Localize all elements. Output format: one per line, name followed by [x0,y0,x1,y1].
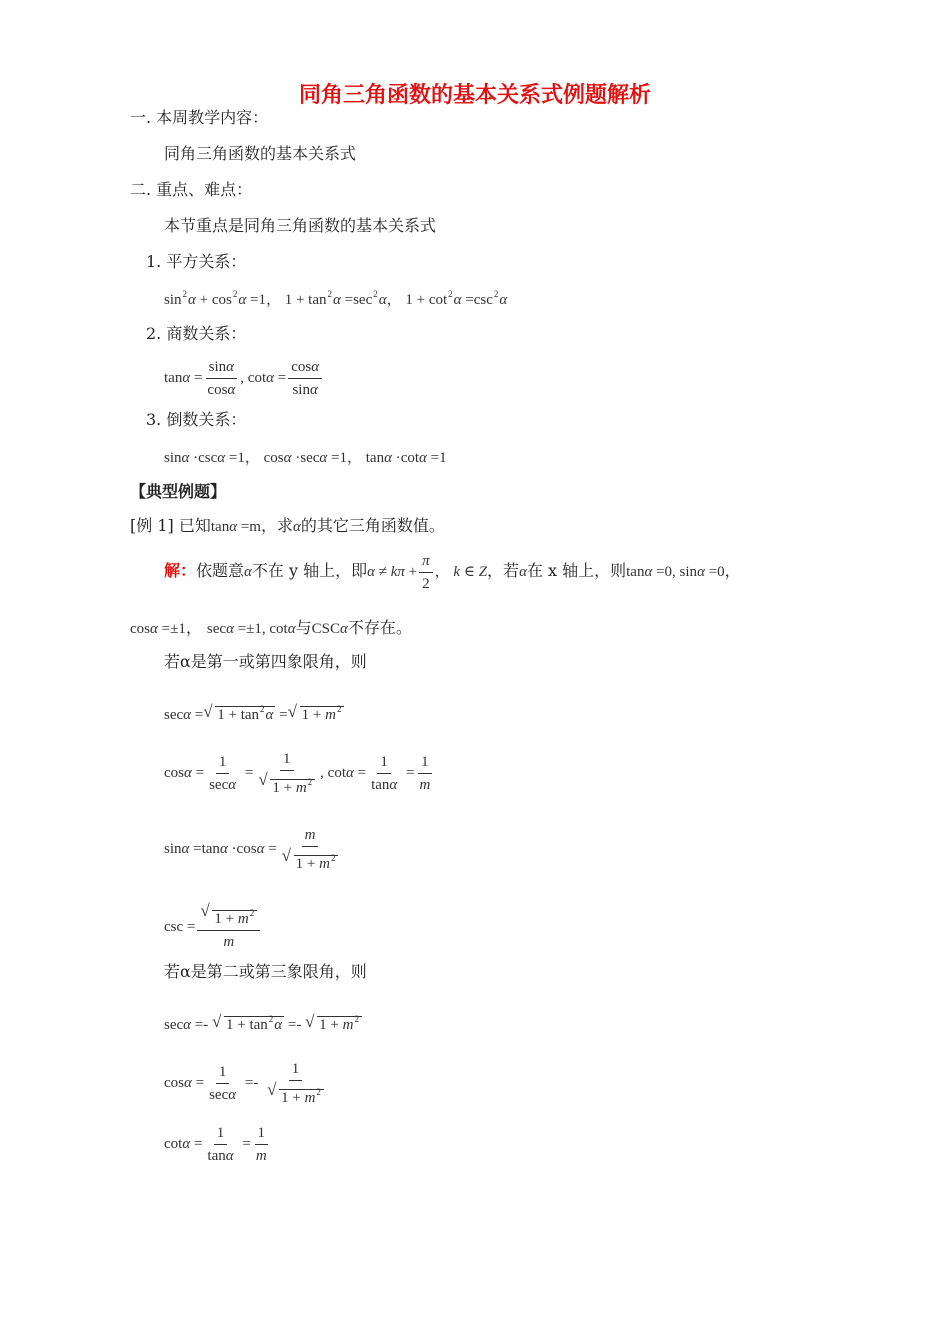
typical-examples-heading: 【典型例题】 [130,482,227,501]
case-2-sec-formula: secα =- √ $1 + \tan^2\alpha$ =- √ $1 + m^2$ [164,1014,362,1034]
formula-square-relations: $\sin^2\alpha + \cos^2\alpha =1$， $1 + \tan^2\alpha =\sec^2\alpha$， $1 + \cot^2\alpha =\csc^2\alpha$ [164,289,508,308]
example-1: [例 1] 已知tanα =m，求α的其它三角函数值。 [130,516,445,535]
item-2-heading: 2. 商数关系： [146,324,247,343]
page-title: 同角三角函数的基本关系式例题解析 [298,82,651,108]
case-2-cos-formula: cosα = $\frac{1}{\sec\alpha}$ =- 1 √ $1 + m^2$ [164,1060,329,1107]
case-1-sin-formula: sinα =tanα ·cosα = m √ $1 + m^2$ [164,826,343,873]
solution-line-1: 解：依题意α不在 y 轴上，即α ≠ kπ + $\frac{\pi}{2}$ ， k ∈ Z，若α在 x 轴上，则tanα =0, sinα =0， [164,553,741,592]
case-2-cot-formula: cotα = $\frac{1}{\tan\alpha}$ = $\frac{1}{m}$ [164,1125,267,1164]
formula-quotient-relations: tanα = $\frac{\sin\alpha}{\cos\alpha}$ , cotα = $\frac{\cos\alpha}{\sin\alpha}$ [164,358,324,399]
item-1-heading: 1. 平方关系： [146,252,247,271]
formula-reciprocal-relations: sinα ·cscα =1， cosα ·secα =1， tanα ·cotα =1 [164,450,447,466]
case-1-sec-formula: secα =√ $1 + \tan^2\alpha$ =√ $1 + m^2$ [164,704,344,724]
solution-label: 解： [164,560,197,580]
solution-line-2: cosα =±1， secα =±1, cotα与CSCα不存在。 [130,618,412,637]
case-1-heading: 若α是第一或第四象限角，则 [164,652,367,671]
case-1-csc-formula: csc = √ $\frac{1 + m^2}{m}$ [164,904,262,951]
example-1-label: [例 1] [130,516,174,535]
case-1-cos-cot-formula: cosα = $\frac{1}{\sec\alpha}$ = 1 √ $1 + m^2$ , cotα = $\frac{1}{\tan\alpha}$ = $\frac{1}{m}$ [164,750,435,797]
case-2-heading: 若α是第二或第三象限角，则 [164,962,367,981]
item-3-heading: 3. 倒数关系： [146,410,247,429]
section-1-heading: 一. 本周教学内容： [130,108,269,127]
section-2-heading: 二. 重点、难点： [130,180,253,199]
section-1-content: 同角三角函数的基本关系式 [164,144,357,163]
section-2-content: 本节重点是同角三角函数的基本关系式 [164,216,437,235]
